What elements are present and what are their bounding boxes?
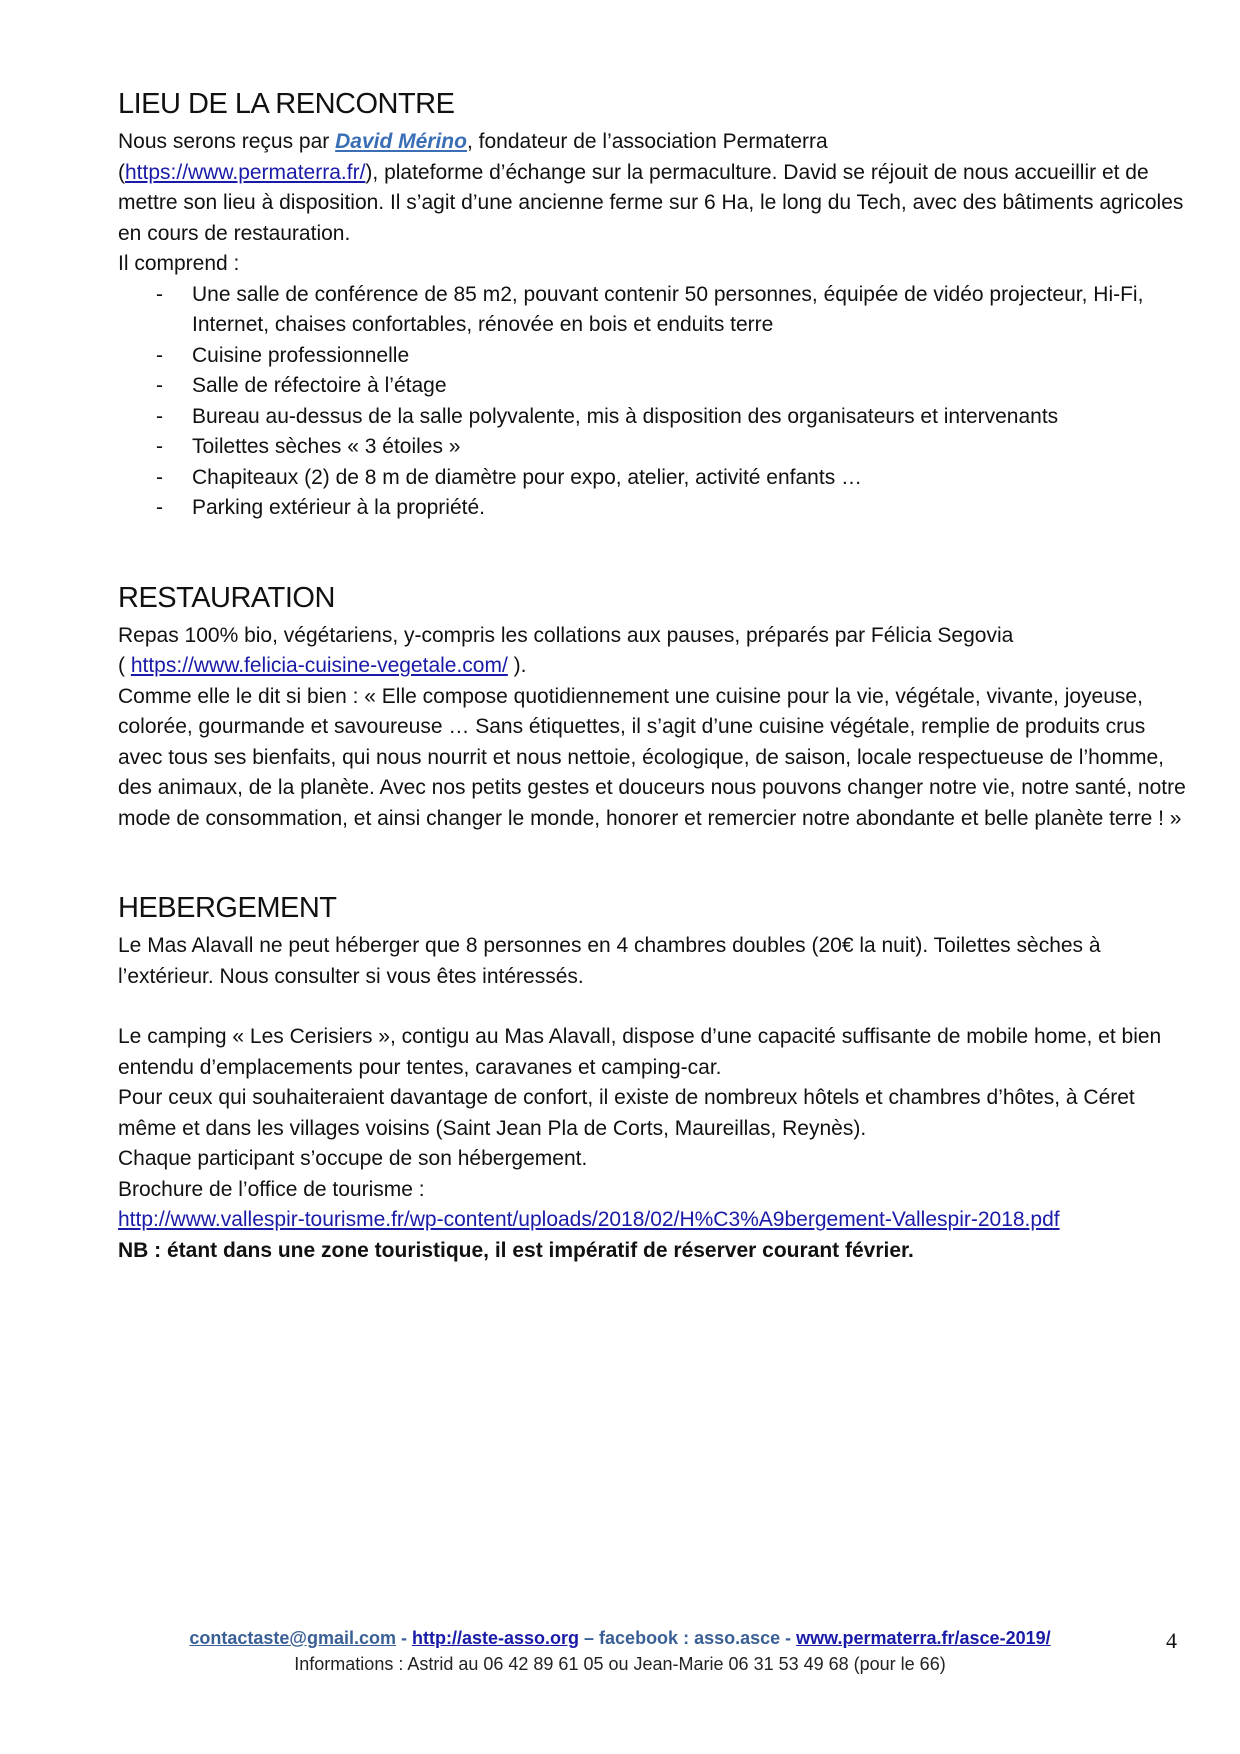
lieu-intro — [118, 127, 1188, 249]
restauration-line: Repas 100% bio, végétariens, y-compris les collations aux pauses, préparés par Félicia Segovia — [118, 623, 1014, 647]
permaterra-asce-link[interactable]: www.permaterra.fr/asce-2019/ — [796, 1628, 1051, 1648]
separator: - — [396, 1628, 412, 1648]
list-item: - Parking extérieur à la propriété. — [118, 493, 1188, 524]
section-title-hebergement: HEBERGEMENT — [118, 892, 337, 924]
page-footer — [0, 1625, 1240, 1677]
lieu-comprend: Il comprend : — [118, 252, 240, 275]
list-item: - Cuisine professionnelle — [118, 341, 1188, 372]
footer-contact-line — [0, 1625, 1240, 1651]
section-restauration — [118, 582, 1188, 835]
vallespir-brochure-link[interactable]: http://www.vallespir-tourisme.fr/wp-content/uploads/2018/02/H%C3%A9bergement-Vallespir-2018.pdf — [118, 1208, 1060, 1231]
restauration-intro — [118, 621, 1188, 682]
hebergement-link-line — [118, 1205, 1188, 1236]
section-title-restauration: RESTAURATION — [118, 581, 335, 614]
list-item: - Salle de réfectoire à l’étage — [118, 371, 1188, 402]
document-page — [118, 88, 1188, 1324]
hebergement-para2: Le camping « Les Cerisiers », contigu au Mas Alavall, dispose d’une capacité suffisante de mobile home, et bien entendu d’emplacements pour tentes, caravanes et camping-car. — [118, 1025, 1162, 1079]
list-item: - Bureau au-dessus de la salle polyvalente, mis à disposition des organisateurs et intervenants — [118, 402, 1188, 433]
lieu-intro-text-2: , fondateur de l’association Permaterra — [466, 130, 828, 153]
list-item: - Toilettes sèches « 3 étoiles » — [118, 432, 1188, 463]
email-link[interactable]: contactaste@gmail.com — [189, 1628, 396, 1648]
permaterra-link[interactable]: https://www.permaterra.fr/ — [125, 160, 366, 184]
list-item: - Chapiteaux (2) de 8 m de diamètre pour expo, atelier, activité enfants … — [118, 463, 1188, 494]
page-number: 4 — [1166, 1628, 1177, 1653]
lieu-description: ), plateforme d’échange sur la permaculture. David se réjouit de nous accueillir et de mettre son lieu à disposition. Il s’agit d’une ancienne ferme sur 6 Ha, le long du Tech, avec des bâtiments agricoles en cours de restauration. — [118, 160, 1184, 245]
hebergement-para1: Le Mas Alavall ne peut héberger que 8 personnes en 4 chambres doubles (20€ la nuit). Toilettes sèches à l’extérieur. Nous consulter si vous êtes intéressés. — [118, 934, 1101, 988]
restauration-quote: Comme elle le dit si bien : « Elle compose quotidiennement une cuisine pour la vie, végétale, vivante, joyeuse, colorée, gourmande et savoureuse … Sans étiquettes, il s’agit d’une cuisine végétale, remplie de produits crus avec tous ses bienfaits, qui nous nourrit et nous nettoie, écologique, de saison, locale respectueuse de l’homme, des animaux, de la planète. Avec nos petits gestes et douceurs nous pouvons changer notre vie, notre santé, notre mode de consommation, et ainsi changer le monde, honorer et remercier notre abondante et belle planète terre ! » — [118, 684, 1186, 830]
paren: ( — [118, 160, 125, 184]
felicia-link[interactable]: https://www.felicia-cuisine-vegetale.com/ — [130, 654, 508, 677]
hebergement-para3: Pour ceux qui souhaiteraient davantage de confort, il existe de nombreux hôtels et chambres d’hôtes, à Céret même et dans les villages voisins (Saint Jean Pla de Corts, Maureillas, Reynès). — [118, 1086, 1135, 1140]
facebook-text: – facebook : asso.asce - — [579, 1628, 797, 1648]
paren: ). — [507, 654, 527, 677]
paren: ( — [118, 654, 131, 677]
hebergement-para5: Brochure de l’office de tourisme : — [118, 1177, 425, 1201]
hebergement-nb: NB : étant dans une zone touristique, il est impératif de réserver courant février. — [118, 1238, 914, 1262]
section-title-lieu: LIEU DE LA RENCONTRE — [118, 88, 455, 120]
footer-info: Informations : Astrid au 06 42 89 61 05 ou Jean-Marie 06 31 53 49 68 (pour le 66) — [294, 1654, 946, 1674]
section-hebergement — [118, 892, 1188, 1266]
hebergement-para4: Chaque participant s’occupe de son hébergement. — [118, 1147, 588, 1170]
section-lieu — [118, 88, 1188, 524]
lieu-intro-text: Nous serons reçus par — [118, 130, 336, 153]
aste-asso-link[interactable]: http://aste-asso.org — [412, 1628, 580, 1648]
facilities-list — [118, 280, 1188, 524]
list-item: - Une salle de conférence de 85 m2, pouvant contenir 50 personnes, équipée de vidéo projecteur, Hi-Fi, Internet, chaises confortables, rénovée en bois et enduits terre — [118, 280, 1188, 341]
david-merino-link[interactable]: David Mérino — [335, 130, 467, 153]
